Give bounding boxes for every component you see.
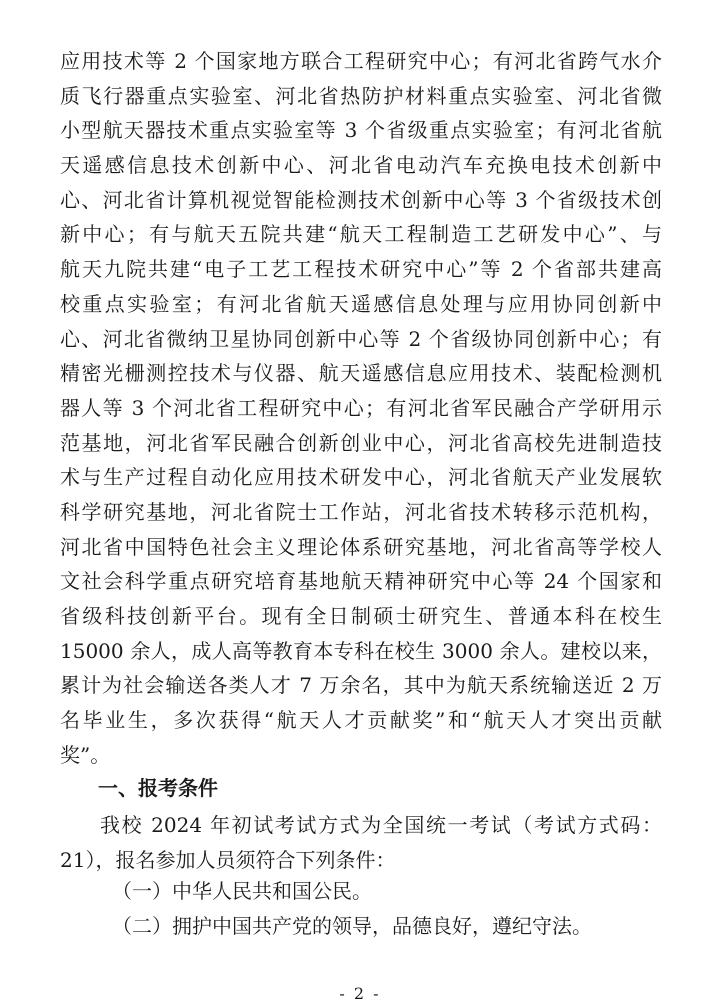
text-line: 质飞行器重点实验室、河北省热防护材料重点实验室、河北省微 (60, 83, 662, 108)
text-line: 心、河北省微纳卫星协同创新中心等 2 个省级协同创新中心；有 (60, 326, 662, 351)
condition-item: （一）中华人民共和国公民。 (112, 879, 372, 903)
condition-item: （二）拥护中国共产党的领导，品德良好，遵纪守法。 (112, 914, 592, 938)
text-line: 航天九院共建“电子工艺工程技术研究中心”等 2 个省部共建高 (60, 257, 662, 282)
text-line: 15000 余人，成人高等教育本专科在校生 3000 余人。建校以来， (60, 638, 662, 663)
text-line: 精密光栅测控技术与仪器、航天遥感信息应用技术、装配检测机 (60, 361, 662, 386)
page-number: - 2 - (339, 984, 381, 1003)
text-line: 累计为社会输送各类人才 7 万余名，其中为航天系统输送近 2 万 (60, 673, 662, 698)
text-line: 器人等 3 个河北省工程研究中心；有河北省军民融合产学研用示 (60, 395, 662, 420)
text-line: 文社会科学重点研究培育基地航天精神研究中心等 24 个国家和 (60, 569, 662, 594)
text-line: 省级科技创新平台。现有全日制硕士研究生、普通本科在校生 (60, 604, 662, 628)
text-line: 河北省中国特色社会主义理论体系研究基地，河北省高等学校人 (60, 534, 662, 559)
text-line: 21），报名参加人员须符合下列条件： (60, 847, 396, 872)
text-line: 应用技术等 2 个国家地方联合工程研究中心；有河北省跨气水介 (60, 49, 662, 73)
text-line: 天遥感信息技术创新中心、河北省电动汽车充换电技术创新中 (60, 153, 662, 178)
text-line: 心、河北省计算机视觉智能检测技术创新中心等 3 个省级技术创 (60, 187, 662, 212)
text-line: 新中心；有与航天五院共建“航天工程制造工艺研发中心”、与 (60, 222, 662, 247)
paragraph-research-platforms (60, 44, 662, 772)
text-line: 术与生产过程自动化应用技术研发中心，河北省航天产业发展软 (60, 465, 662, 490)
text-line: 奖”。 (60, 742, 111, 767)
section-heading: 一、报考条件 (98, 776, 218, 800)
paragraph-exam-method (60, 808, 662, 877)
text-line: 我校 2024 年初试考试方式为全国统一考试（考试方式码： (100, 813, 662, 837)
text-line: 校重点实验室；有河北省航天遥感信息处理与应用协同创新中 (60, 291, 662, 316)
text-line: 科学研究基地，河北省院士工作站，河北省技术转移示范机构， (60, 499, 662, 524)
text-line: 小型航天器技术重点实验室等 3 个省级重点实验室；有河北省航 (60, 118, 662, 143)
text-line: 名毕业生，多次获得“航天人才贡献奖”和“航天人才突出贡献 (60, 708, 662, 733)
text-line: 范基地，河北省军民融合创新创业中心，河北省高校先进制造技 (60, 430, 662, 455)
